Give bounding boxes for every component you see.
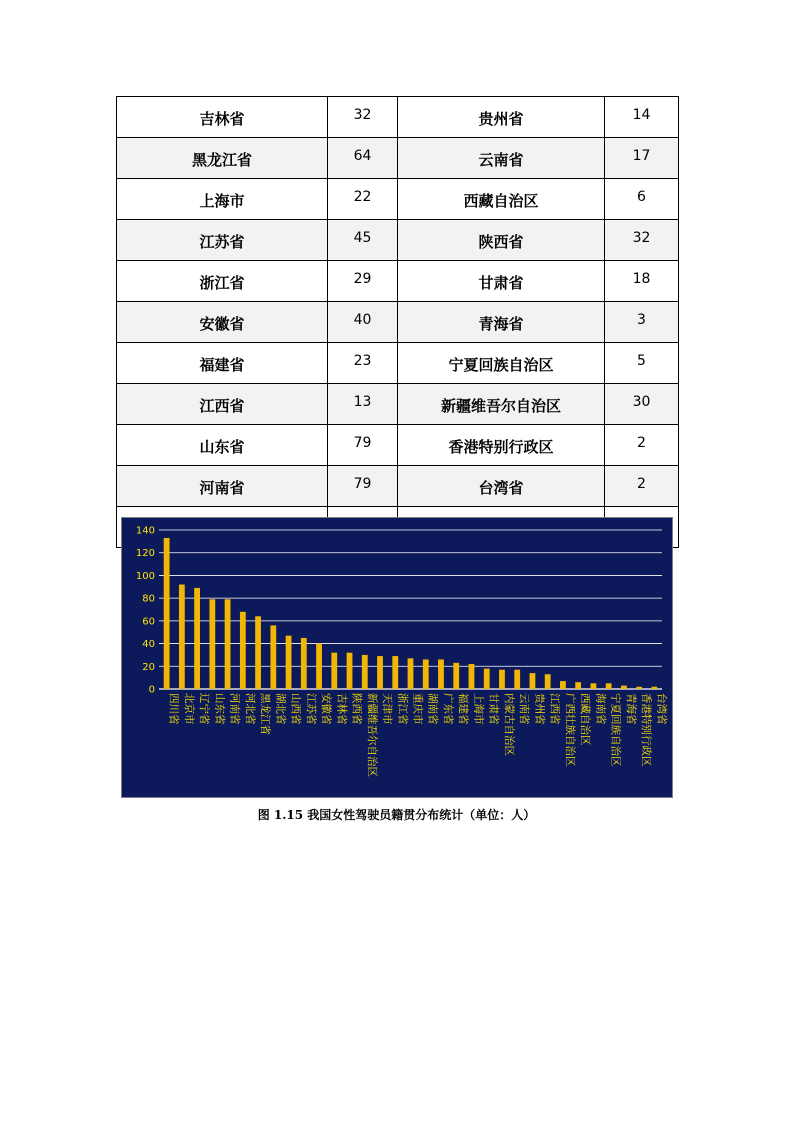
- count-cell: 79: [328, 425, 398, 466]
- bar: [225, 599, 231, 689]
- province-name-cell: 香港特别行政区: [398, 425, 605, 466]
- bar: [484, 669, 490, 689]
- table-row: [117, 384, 679, 425]
- bar: [331, 653, 337, 689]
- province-table-body: [117, 97, 679, 548]
- province-name-cell: 江苏省: [117, 220, 328, 261]
- count-cell: 45: [328, 220, 398, 261]
- x-tick-label: 辽宁省: [198, 693, 211, 725]
- count-cell: 22: [328, 179, 398, 220]
- table-row: [117, 302, 679, 343]
- x-tick-label: 宁夏回族自治区: [609, 693, 622, 767]
- figure-caption: 图 1.15 我国女性驾驶员籍贯分布统计（单位：人）: [257, 808, 536, 822]
- bar: [255, 616, 261, 689]
- y-tick-label: 120: [135, 548, 155, 560]
- x-tick-label: 陕西省: [350, 693, 363, 725]
- bar: [179, 585, 185, 689]
- table-row: [117, 261, 679, 302]
- province-name-cell: 陕西省: [398, 220, 605, 261]
- count-cell: 18: [605, 261, 679, 302]
- bar: [621, 686, 627, 689]
- bar: [560, 681, 566, 689]
- province-name-cell: 福建省: [117, 343, 328, 384]
- bar: [240, 612, 246, 689]
- province-name-cell: 河南省: [117, 466, 328, 507]
- bar: [606, 683, 612, 689]
- x-tick-label: 安徽省: [320, 693, 333, 725]
- bar: [530, 673, 536, 689]
- count-cell: 2: [605, 466, 679, 507]
- bar: [499, 670, 505, 689]
- province-name-cell: 黑龙江省: [117, 138, 328, 179]
- count-cell: 5: [605, 343, 679, 384]
- count-cell: 32: [605, 220, 679, 261]
- x-tick-label: 山东省: [213, 693, 226, 725]
- x-axis-labels: [168, 693, 669, 777]
- bar: [392, 656, 398, 689]
- y-tick-label: 20: [142, 661, 155, 673]
- x-tick-label: 内蒙古自治区: [502, 693, 515, 756]
- province-name-cell: 青海省: [398, 302, 605, 343]
- bar: [636, 687, 642, 689]
- count-cell: 29: [328, 261, 398, 302]
- count-cell: 40: [328, 302, 398, 343]
- count-cell: 13: [328, 384, 398, 425]
- x-tick-label: 海南省: [594, 693, 607, 725]
- table-row: [117, 466, 679, 507]
- bar-chart: [121, 517, 673, 798]
- province-name-cell: 贵州省: [398, 97, 605, 138]
- province-name-cell: 台湾省: [398, 466, 605, 507]
- count-cell: 14: [605, 97, 679, 138]
- province-name-cell: 安徽省: [117, 302, 328, 343]
- x-tick-label: 山西省: [289, 693, 302, 725]
- table-row: [117, 179, 679, 220]
- province-name-cell: 江西省: [117, 384, 328, 425]
- y-tick-label: 140: [135, 525, 155, 537]
- bar: [270, 625, 276, 689]
- x-tick-label: 贵州省: [533, 693, 546, 725]
- count-cell: 17: [605, 138, 679, 179]
- bar: [316, 644, 322, 689]
- bar: [575, 682, 581, 689]
- bar: [408, 658, 414, 689]
- province-name-cell: 宁夏回族自治区: [398, 343, 605, 384]
- x-tick-label: 新疆维吾尔自治区: [365, 693, 378, 777]
- x-tick-label: 吉林省: [335, 693, 348, 725]
- y-tick-label: 80: [142, 593, 155, 605]
- x-tick-label: 广西壮族自治区: [563, 693, 576, 767]
- count-cell: 32: [328, 97, 398, 138]
- table-row: [117, 425, 679, 466]
- x-tick-label: 甘肃省: [487, 693, 500, 725]
- table-row: [117, 220, 679, 261]
- x-tick-label: 上海市: [472, 693, 485, 725]
- x-tick-label: 湖南省: [426, 693, 439, 725]
- x-tick-label: 广东省: [441, 693, 454, 725]
- count-cell: 64: [328, 138, 398, 179]
- x-tick-label: 湖北省: [274, 693, 287, 725]
- x-tick-label: 河南省: [228, 693, 241, 725]
- bar: [469, 664, 475, 689]
- x-tick-label: 香港特别行政区: [640, 693, 653, 767]
- count-cell: 6: [605, 179, 679, 220]
- x-tick-label: 黑龙江省: [259, 693, 272, 735]
- count-cell: 23: [328, 343, 398, 384]
- province-name-cell: 新疆维吾尔自治区: [398, 384, 605, 425]
- x-tick-label: 台湾省: [655, 693, 668, 725]
- count-cell: 30: [605, 384, 679, 425]
- x-tick-label: 重庆市: [411, 693, 424, 725]
- bar: [301, 638, 307, 689]
- bar: [164, 538, 170, 689]
- province-name-cell: 吉林省: [117, 97, 328, 138]
- x-tick-label: 青海省: [624, 693, 637, 725]
- bar: [591, 683, 597, 689]
- province-name-cell: 浙江省: [117, 261, 328, 302]
- y-tick-label: 100: [135, 570, 155, 582]
- x-tick-label: 浙江省: [396, 693, 409, 725]
- x-tick-label: 四川省: [167, 693, 180, 725]
- y-tick-label: 0: [148, 684, 155, 696]
- province-name-cell: 甘肃省: [398, 261, 605, 302]
- x-tick-label: 江苏省: [304, 693, 317, 725]
- bar: [362, 655, 368, 689]
- province-name-cell: 云南省: [398, 138, 605, 179]
- bar: [347, 653, 353, 689]
- x-tick-label: 河北省: [243, 693, 256, 725]
- x-tick-label: 天津市: [381, 693, 394, 725]
- bar: [194, 588, 200, 689]
- x-tick-label: 云南省: [518, 693, 531, 725]
- x-tick-label: 江西省: [548, 693, 561, 725]
- y-axis-ticks: [136, 526, 155, 696]
- bar: [453, 663, 459, 689]
- x-tick-label: 福建省: [457, 693, 470, 725]
- bar: [545, 674, 551, 689]
- x-tick-label: 北京市: [182, 693, 195, 725]
- table-row: [117, 138, 679, 179]
- count-cell: 2: [605, 425, 679, 466]
- table-row: [117, 343, 679, 384]
- bar: [438, 659, 444, 689]
- bar: [209, 599, 215, 689]
- table-row: [117, 97, 679, 138]
- x-tick-label: 西藏自治区: [579, 693, 592, 746]
- bar: [651, 687, 657, 689]
- bar: [514, 670, 520, 689]
- bar: [423, 659, 429, 689]
- count-cell: 79: [328, 466, 398, 507]
- bar: [377, 656, 383, 689]
- bar-chart-svg: [122, 518, 672, 797]
- province-table: [116, 96, 679, 548]
- y-tick-label: 60: [142, 616, 155, 628]
- province-name-cell: 西藏自治区: [398, 179, 605, 220]
- province-name-cell: 上海市: [117, 179, 328, 220]
- y-tick-label: 40: [142, 639, 155, 651]
- province-name-cell: 山东省: [117, 425, 328, 466]
- bar: [286, 636, 292, 689]
- count-cell: 3: [605, 302, 679, 343]
